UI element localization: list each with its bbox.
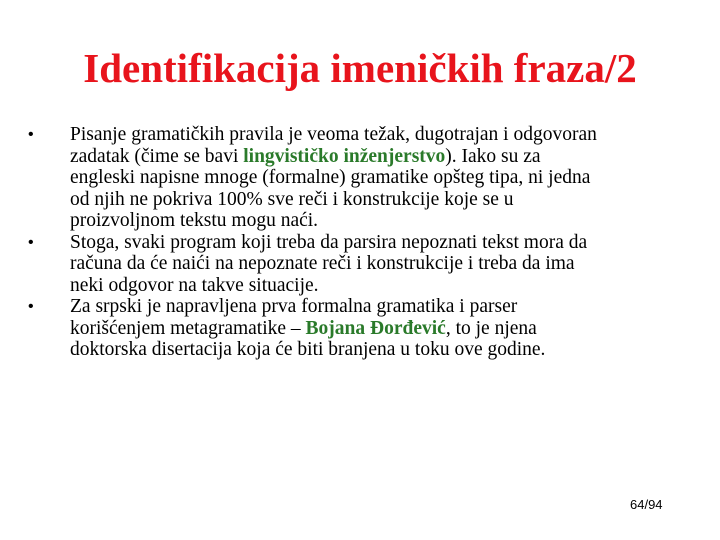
highlight-term: lingvističko inženjerstvo — [243, 145, 446, 167]
slide-title: Identifikacija imeničkih fraza/2 — [83, 45, 637, 91]
bullet-1-line-5: proizvoljnom tekstu mogu naći. — [70, 210, 319, 231]
bullet-2-line-2: računa da će naići na nepoznate reči i konstrukcije i treba da ima — [70, 253, 575, 274]
bullet-item-2 — [28, 232, 668, 297]
bullet-icon: • — [28, 126, 34, 143]
bullet-icon: • — [28, 233, 34, 251]
bullet-3-line-3: doktorska disertacija koja će biti branjena u toku ove godine. — [70, 339, 546, 360]
bullet-2-line-3: neki odgovor na takve situacije. — [70, 274, 319, 296]
bullet-list — [28, 124, 668, 361]
bullet-1-line-1: Pisanje gramatičkih pravila je veoma težak, dugotrajan i odgovoran — [70, 124, 597, 145]
bullet-2-line-1: Stoga, svaki program koji treba da parsira nepoznati tekst mora da — [70, 231, 588, 253]
highlight-name: Bojana Đorđević — [305, 317, 446, 339]
bullet-item-3 — [28, 296, 668, 361]
bullet-1-line-3: engleski napisne mnoge (formalne) gramatike opšteg tipa, ni jedna — [70, 167, 591, 188]
bullet-3-line-2: korišćenjem metagramatike – Bojana Đorđević, to je njena — [70, 317, 537, 339]
page-number: 64/94 — [630, 497, 663, 512]
bullet-1-line-2: zadatak (čime se bavi lingvističko inženjerstvo). Iako su za — [70, 145, 541, 167]
bullet-item-1 — [28, 124, 668, 232]
bullet-icon: • — [28, 298, 34, 315]
bullet-1-line-4: od njih ne pokriva 100% sve reči i konstrukcije koje se u — [70, 188, 514, 210]
bullet-3-line-1: Za srpski je napravljena prva formalna gramatika i parser — [70, 296, 518, 317]
